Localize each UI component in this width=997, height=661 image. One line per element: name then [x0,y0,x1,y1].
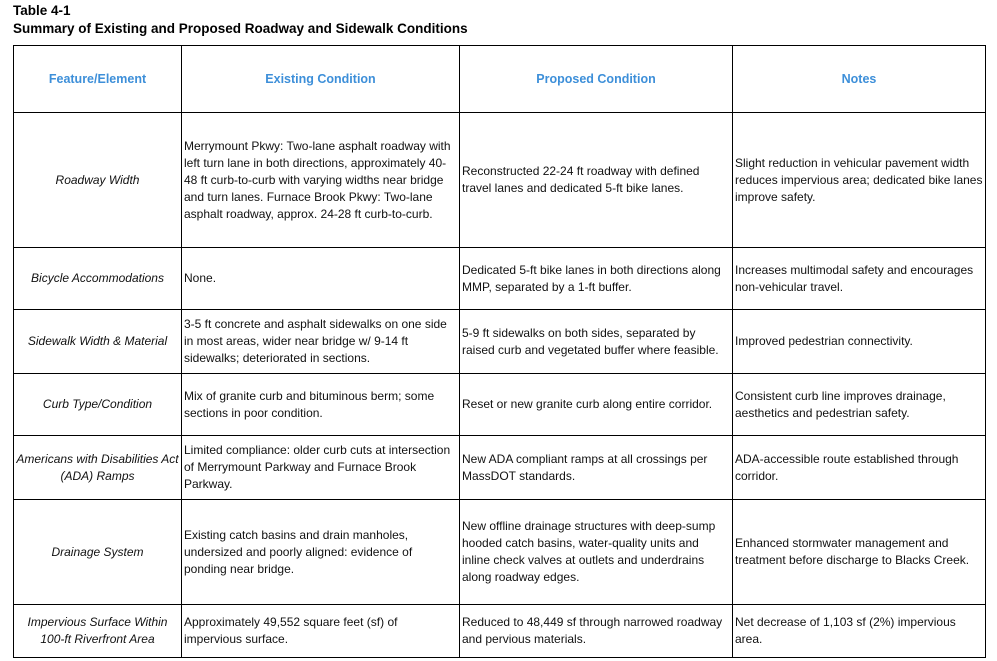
existing-cell: 3-5 ft concrete and asphalt sidewalks on one side in most areas, wider near bridge w/ 9-14 ft sidewalks; deteriorated in sections. [182,310,460,374]
header-row [14,46,986,113]
header-existing-condition: Existing Condition [182,46,460,113]
table-row [14,248,986,310]
proposed-cell: 5-9 ft sidewalks on both sides, separated by raised curb and vegetated buffer where feasible. [460,310,733,374]
table-row [14,113,986,248]
table-row [14,436,986,500]
feature-cell: Curb Type/Condition [14,374,182,436]
table-title: Summary of Existing and Proposed Roadway and Sidewalk Conditions [13,21,468,36]
existing-cell: None. [182,248,460,310]
notes-cell: Increases multimodal safety and encourages non-vehicular travel. [733,248,986,310]
header-proposed-condition: Proposed Condition [460,46,733,113]
notes-cell: Consistent curb line improves drainage, aesthetics and pedestrian safety. [733,374,986,436]
proposed-cell: Reset or new granite curb along entire corridor. [460,374,733,436]
proposed-cell: New ADA compliant ramps at all crossings per MassDOT standards. [460,436,733,500]
notes-cell: Slight reduction in vehicular pavement width reduces impervious area; dedicated bike lanes improve safety. [733,113,986,248]
existing-cell: Limited compliance: older curb cuts at intersection of Merrymount Parkway and Furnace Brook Parkway. [182,436,460,500]
feature-cell: Impervious Surface Within 100-ft Riverfront Area [14,605,182,658]
proposed-cell: New offline drainage structures with deep-sump hooded catch basins, water-quality units and inline check valves at outlets and underdrains along roadway edges. [460,500,733,605]
existing-cell: Existing catch basins and drain manholes, undersized and poorly aligned: evidence of ponding near bridge. [182,500,460,605]
table-caption [13,2,468,38]
feature-cell: Roadway Width [14,113,182,248]
existing-cell: Mix of granite curb and bituminous berm; some sections in poor condition. [182,374,460,436]
table-row [14,374,986,436]
notes-cell: ADA-accessible route established through corridor. [733,436,986,500]
table-row [14,310,986,374]
header-feature-element: Feature/Element [14,46,182,113]
proposed-cell: Dedicated 5-ft bike lanes in both directions along MMP, separated by a 1-ft buffer. [460,248,733,310]
proposed-cell: Reconstructed 22-24 ft roadway with defined travel lanes and dedicated 5-ft bike lanes. [460,113,733,248]
table-row [14,605,986,658]
feature-cell: Drainage System [14,500,182,605]
existing-cell: Merrymount Pkwy: Two-lane asphalt roadway with left turn lane in both directions, approximately 40-48 ft curb-to-curb with varying widths near bridge and turn lanes. Furnace Brook Pkwy: Two-lane asphalt roadway, approx. 24-28 ft curb-to-curb. [182,113,460,248]
header-notes: Notes [733,46,986,113]
table-number: Table 4-1 [13,3,71,18]
notes-cell: Improved pedestrian connectivity. [733,310,986,374]
notes-cell: Net decrease of 1,103 sf (2%) impervious area. [733,605,986,658]
table-row [14,500,986,605]
proposed-cell: Reduced to 48,449 sf through narrowed roadway and pervious materials. [460,605,733,658]
feature-cell: Bicycle Accommodations [14,248,182,310]
notes-cell: Enhanced stormwater management and treatment before discharge to Blacks Creek. [733,500,986,605]
conditions-table [13,45,986,658]
existing-cell: Approximately 49,552 square feet (sf) of impervious surface. [182,605,460,658]
feature-cell: Americans with Disabilities Act (ADA) Ramps [14,436,182,500]
feature-cell: Sidewalk Width & Material [14,310,182,374]
